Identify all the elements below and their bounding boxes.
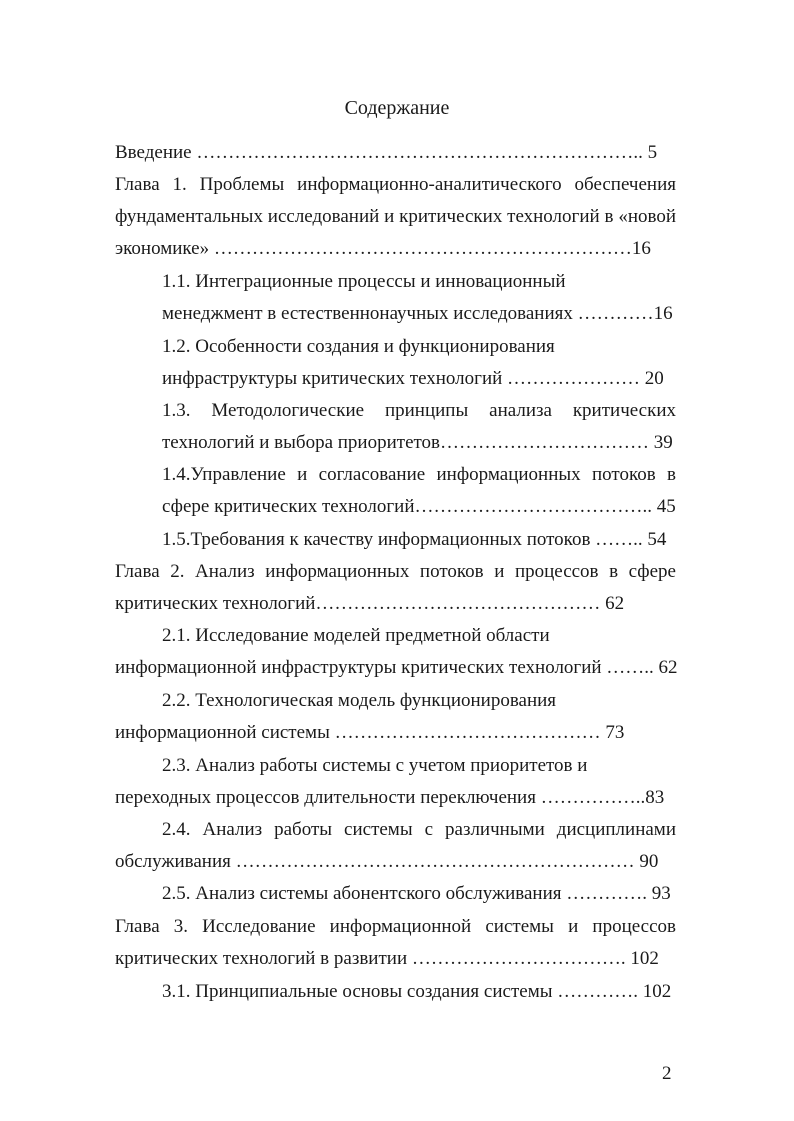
toc-chapter-1-line-1: Глава 1. Проблемы информационно-аналитического обеспечения — [115, 174, 676, 195]
toc-section-2-3-line-2: переходных процессов длительности переключения ……………..83 — [115, 787, 665, 808]
toc-chapter-2-line-2: критических технологий……………………………………… 62 — [115, 593, 625, 614]
toc-entry-introduction: Введение …………………………………………………………….. 5 — [115, 142, 658, 163]
toc-section-2-1-line-2: информационной инфраструктуры критических технологий …….. 62 — [115, 657, 678, 678]
toc-section-1-3-line-2: технологий и выбора приоритетов…………………………… 39 — [162, 432, 673, 453]
toc-section-1-2-line-2: инфраструктуры критических технологий ………………… 20 — [162, 368, 664, 389]
toc-section-2-3-line-1: 2.3. Анализ работы системы с учетом приоритетов и — [162, 755, 588, 776]
toc-section-2-4-line-2: обслуживания ……………………………………………………… 90 — [115, 851, 659, 872]
toc-section-1-1-line-1: 1.1. Интеграционные процессы и инновационный — [162, 271, 566, 292]
toc-section-2-1-line-1: 2.1. Исследование моделей предметной области — [162, 625, 550, 646]
toc-section-2-4-line-1: 2.4. Анализ работы системы с различными дисциплинами — [162, 819, 676, 840]
toc-title: Содержание — [344, 97, 450, 119]
toc-section-1-4-line-2: сфере критических технологий……………………………….. 45 — [162, 496, 676, 517]
toc-chapter-1-line-3: экономике» …………………………………………………………16 — [115, 238, 651, 259]
toc-section-2-2-line-2: информационной системы …………………………………… 73 — [115, 722, 625, 743]
toc-section-3-1: 3.1. Принципиальные основы создания системы …………. 102 — [162, 981, 672, 1002]
toc-section-2-5: 2.5. Анализ системы абонентского обслуживания …………. 93 — [162, 883, 671, 904]
toc-section-1-4-line-1: 1.4.Управление и согласование информационных потоков в — [162, 464, 676, 485]
toc-chapter-1-line-2: фундаментальных исследований и критических технологий в «новой — [115, 206, 676, 227]
toc-section-1-5: 1.5.Требования к качеству информационных потоков …….. 54 — [162, 529, 667, 550]
toc-chapter-3-line-2: критических технологий в развитии ……………………………. 102 — [115, 948, 659, 969]
toc-section-1-3-line-1: 1.3. Методологические принципы анализа критических — [162, 400, 676, 421]
toc-chapter-3-line-1: Глава 3. Исследование информационной системы и процессов — [115, 916, 676, 937]
toc-chapter-2-line-1: Глава 2. Анализ информационных потоков и процессов в сфере — [115, 561, 676, 582]
toc-section-1-1-line-2: менеджмент в естественнонаучных исследованиях …………16 — [162, 303, 673, 324]
toc-section-1-2-line-1: 1.2. Особенности создания и функционирования — [162, 336, 555, 357]
toc-section-2-2-line-1: 2.2. Технологическая модель функционирования — [162, 690, 557, 711]
page-number: 2 — [662, 1063, 672, 1084]
